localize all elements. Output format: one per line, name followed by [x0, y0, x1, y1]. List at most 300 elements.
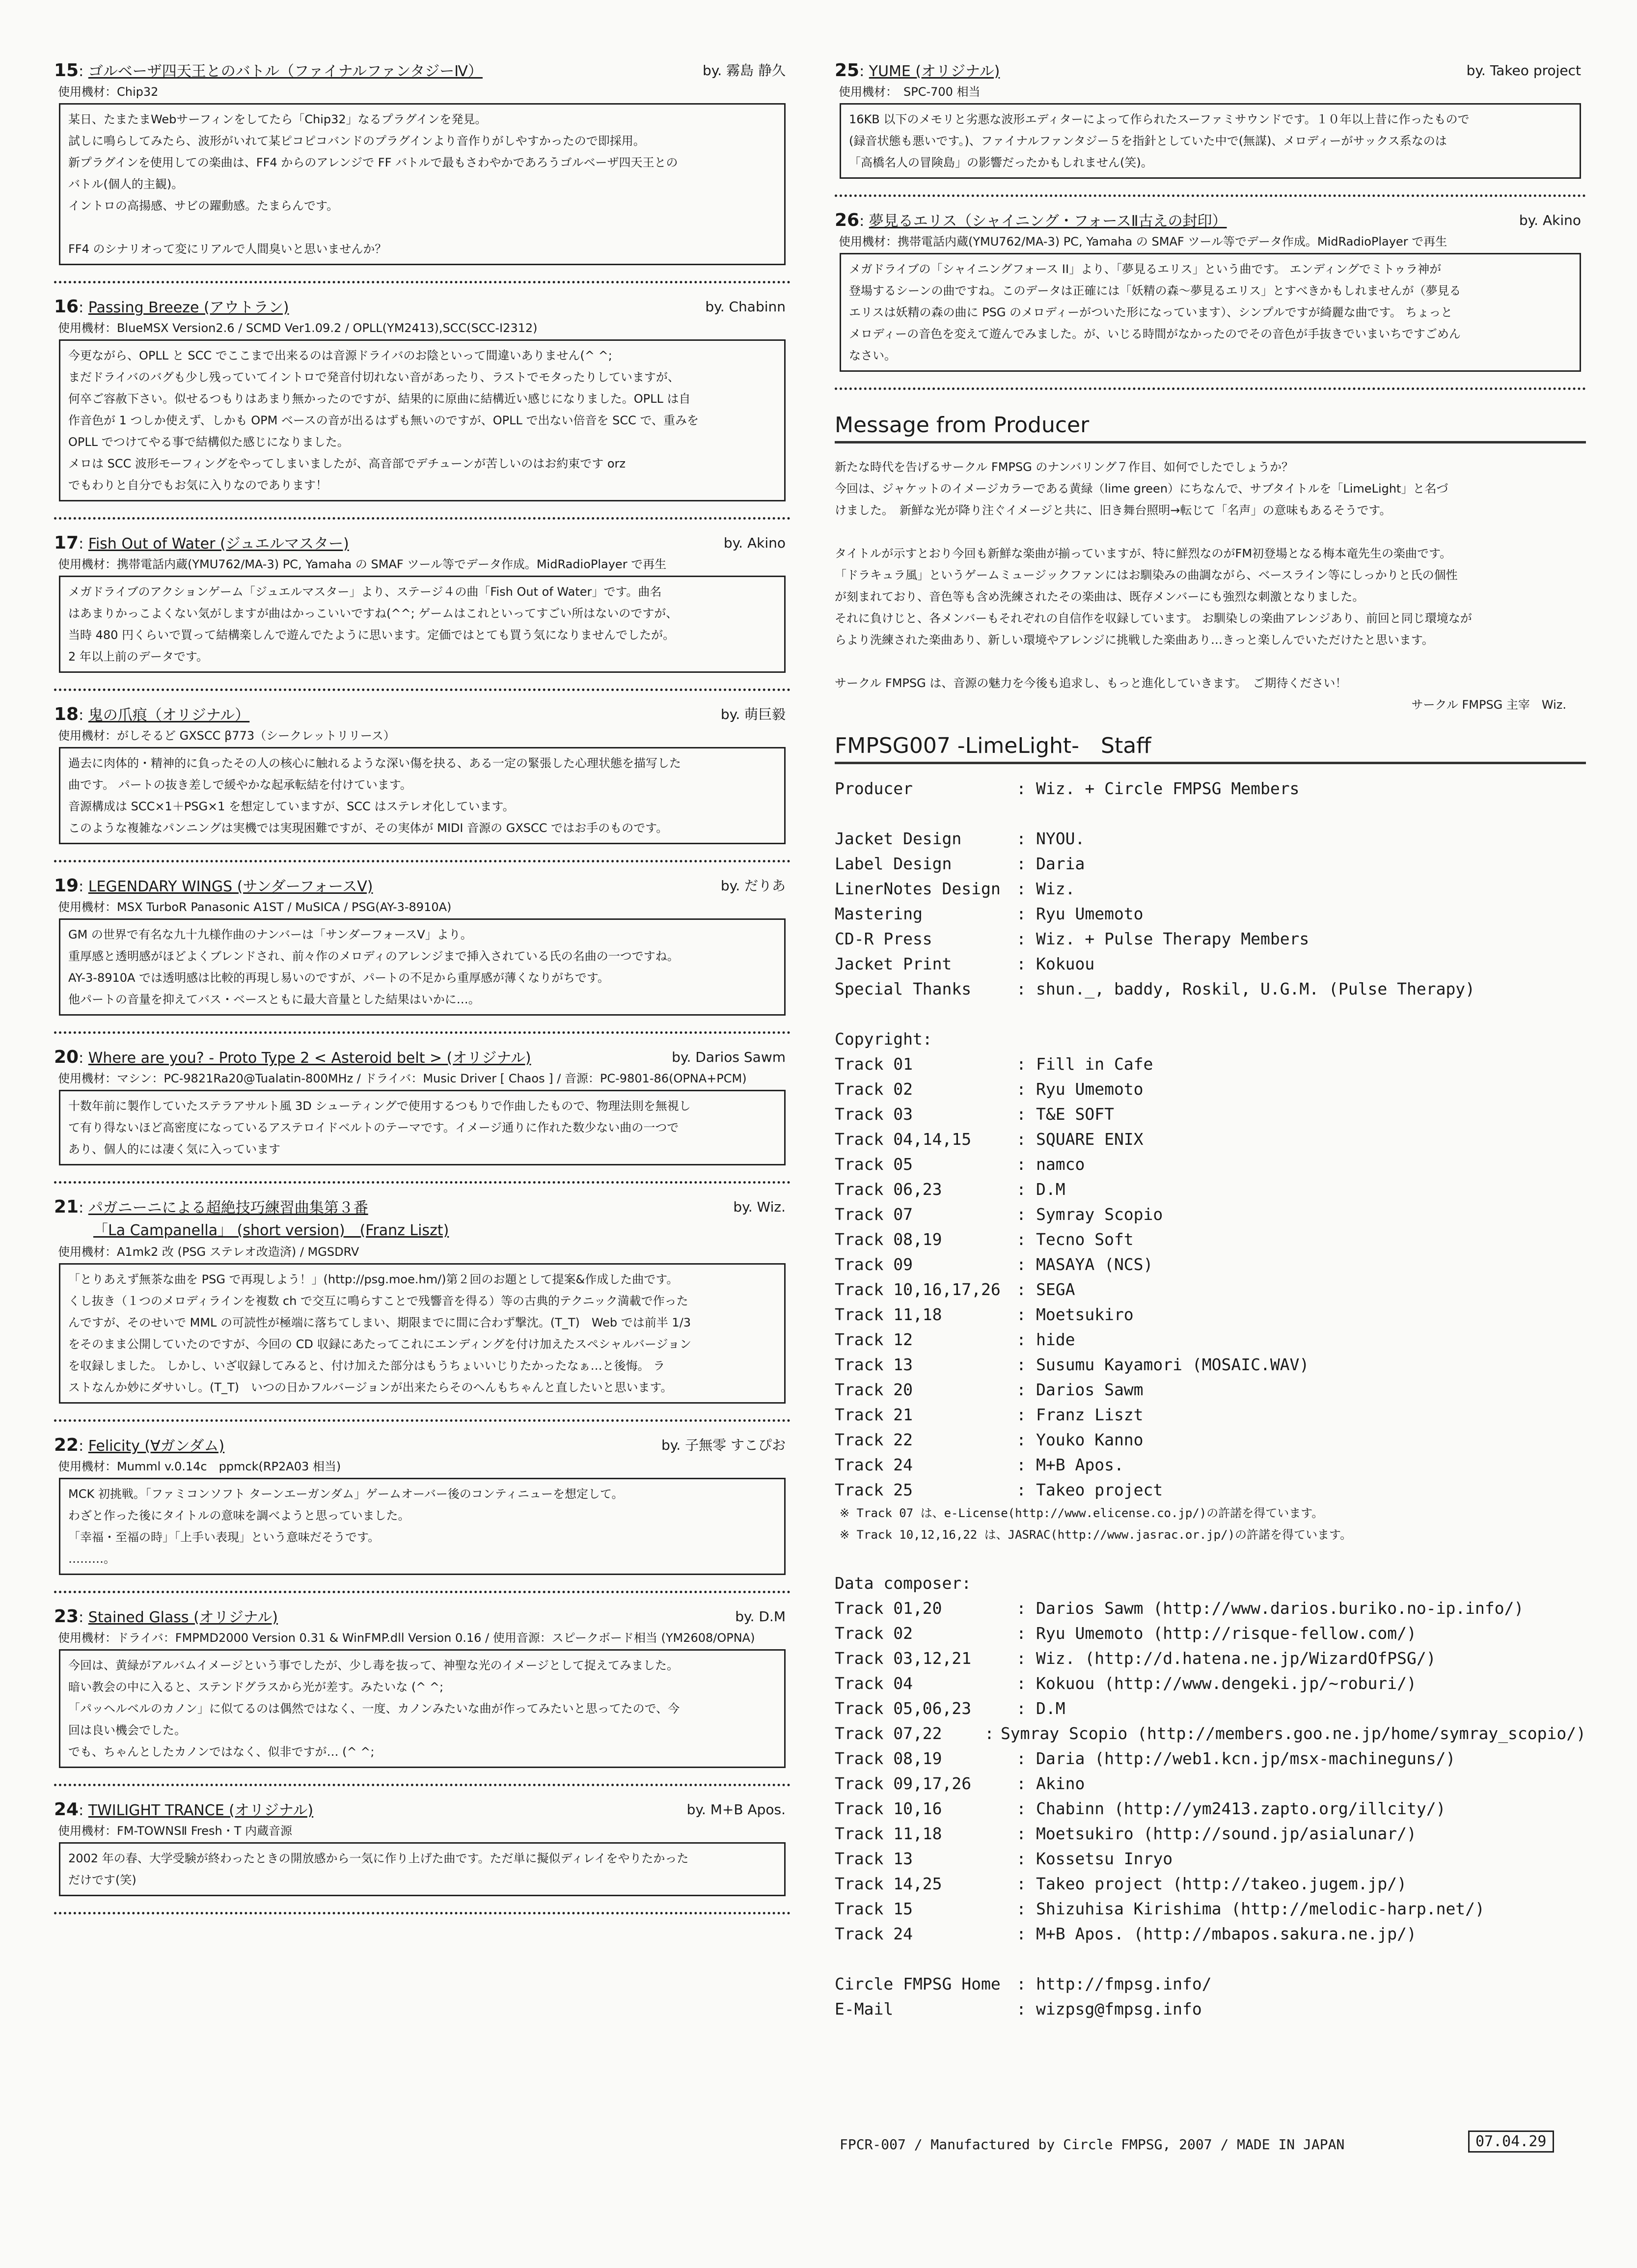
colon: :	[1016, 829, 1026, 848]
contact-row	[835, 1971, 1586, 1996]
track-arranger: by. Darios Sawm	[672, 1049, 786, 1065]
track-equipment: 使用機材：Mumml v.0.14c ppmck(RP2A03 相当)	[58, 1460, 341, 1473]
copyright-row	[835, 1277, 1586, 1302]
copyright-row	[835, 1477, 1586, 1502]
copyright-value: Symray Scopio	[1036, 1205, 1163, 1224]
composer-label: Track 05,06,23	[835, 1699, 972, 1718]
spacer	[835, 1546, 1586, 1571]
comment-line: 某日、たまたまWebサーフィンをしてたら「Chip32」なるプラグインを発見。	[68, 112, 487, 126]
track-equipment: 使用機材：マシン：PC-9821Ra20@Tualatin-800MHz / ドライバ：Music Driver [ Chaos ] / 音源：PC-9801-86(OPNA+PCM)	[58, 1072, 747, 1085]
comment-line: 16KB 以下のメモリと劣悪な波形エディターによって作られたスーファミサウンドです。１０年以上昔に作ったもので	[849, 112, 1470, 126]
colon: :	[1016, 854, 1026, 873]
comment-line: MCK 初挑戦。「ファミコンソフト ターンエーガンダム」ゲームオーバー後のコンティニューを想定して。	[68, 1487, 624, 1501]
right-track-notes	[835, 59, 1586, 390]
track-title-row	[54, 703, 791, 726]
comment-line: 何卒ご容赦下さい。似せるつもりはあまり無かったのですが、結果的に原曲に結構近い感じになりました。OPLL は自	[68, 392, 691, 406]
colon: :	[1016, 954, 1026, 973]
colon: :	[1016, 1054, 1026, 1074]
dotted-separator	[54, 1912, 791, 1914]
track-equipment: 使用機材：携帯電話内蔵(YMU762/MA-3) PC, Yamaha の SMAF ツール等でデータ作成。MidRadioPlayer で再生	[839, 235, 1447, 249]
composer-row	[835, 1921, 1586, 1946]
track-title: パガニーニによる超絶技巧練習曲集第３番	[88, 1199, 368, 1217]
colon: :	[1016, 1405, 1026, 1424]
track-arranger: by. M+B Apos.	[686, 1801, 786, 1818]
message-line	[835, 651, 1586, 672]
track-number: 15	[54, 60, 79, 81]
copyright-label: Track 06,23	[835, 1180, 942, 1199]
track-equipment: 使用機材：がしそるど GXSCC β773（シークレットリリース）	[58, 729, 395, 743]
track-equipment: 使用機材： SPC-700 相当	[839, 85, 981, 99]
track-arranger: by. Wiz.	[733, 1199, 786, 1215]
colon: :	[1016, 929, 1026, 948]
dotted-separator	[54, 860, 791, 862]
comment-line: て有り得ないほど高密度になっているアステロイドベルトのテーマです。イメージ通りに作れた数少ない曲の一つで	[68, 1121, 679, 1134]
staff-row	[835, 951, 1586, 976]
comment-line: メガドライブの「シャイニングフォース II」より、「夢見るエリス」という曲です。 エンディングでミトゥラ神が	[849, 262, 1442, 276]
track-comment-box	[840, 253, 1581, 372]
copyright-label: Track 03	[835, 1105, 913, 1124]
comment-line: エリスは妖精の森の曲に PSG のメロディーがついた形になっています）、シンプルですが綺麗な曲です。 ちょっと	[849, 305, 1453, 319]
colon: :	[1016, 1180, 1026, 1199]
comment-line: くし抜き（１つのメロディラインを複数 ch で交互に鳴らすことで残響音を得る）等の古典的テクニック満載で作った	[68, 1294, 688, 1308]
copyright-label: Track 09	[835, 1255, 913, 1274]
comment-line: 新プラグインを使用しての楽曲は、FF4 からのアレンジで FF バトルで最もさわやかであろうゴルベーザ四天王との	[68, 156, 678, 169]
license-note: ※ Track 07 は、e-License(http://www.elicense.co.jp/)の許諾を得ています。	[840, 1506, 1324, 1520]
comment-line: でも、ちゃんとしたカノンではなく、似非ですが… (^ ^;	[68, 1745, 375, 1759]
comment-line: んですが、そのせいで MML の可読性が極端に落ちてしまい、期限までに間に合わず撃沈。(T_T) Web では前半 1/3	[68, 1316, 691, 1329]
copyright-label: Track 08,19	[835, 1230, 942, 1249]
staff-row	[835, 926, 1586, 951]
colon: :	[1016, 779, 1026, 798]
colon: :	[1016, 879, 1026, 898]
track-title: Felicity (∀ガンダム)	[88, 1438, 225, 1455]
track-entry-21	[54, 1195, 791, 1404]
track-number-colon: :	[79, 1438, 88, 1455]
comment-line: 他パートの音量を抑えてバス・ベースともに最大音量とした結果はいかに…。	[68, 993, 480, 1006]
track-number-colon: :	[79, 1199, 88, 1217]
track-title: 鬼の爪痕（オリジナル）	[88, 707, 250, 724]
composer-label: Track 24	[835, 1924, 913, 1943]
track-arranger: by. だりあ	[720, 878, 786, 894]
composer-label: Track 14,25	[835, 1874, 942, 1893]
dotted-separator	[54, 281, 791, 283]
track-arranger: by. D.M	[735, 1608, 786, 1625]
composer-value: Daria (http://web1.kcn.jp/msx-machineguns/)	[1036, 1749, 1456, 1768]
composer-row	[835, 1696, 1586, 1721]
track-title: TWILIGHT TRANCE (オリジナル)	[88, 1802, 314, 1819]
composer-label: Track 15	[835, 1899, 913, 1918]
copyright-label: Track 05	[835, 1155, 913, 1174]
copyright-label: Track 25	[835, 1480, 913, 1499]
track-number-colon: :	[79, 535, 88, 553]
comment-line: GM の世界で有名な九十九様作曲のナンバーは「サンダーフォースV」より。	[68, 928, 472, 941]
track-number: 23	[54, 1606, 79, 1627]
colon: :	[1016, 1749, 1026, 1768]
track-number: 22	[54, 1435, 79, 1455]
copyright-row	[835, 1452, 1586, 1477]
copyright-row	[835, 1177, 1586, 1202]
composer-label: Track 03,12,21	[835, 1649, 972, 1668]
track-equipment: 使用機材：A1mk2 改 (PSG ステレオ改造済) / MGSDRV	[58, 1245, 359, 1259]
release-date-box: 07.04.29	[1468, 2130, 1554, 2153]
message-line	[835, 521, 1586, 543]
colon: :	[1016, 1599, 1026, 1618]
spacer	[835, 1946, 1586, 1971]
track-title-row	[54, 531, 791, 555]
staff-heading: FMPSG007 -LimeLight- Staff	[835, 730, 1586, 764]
colon: :	[1016, 1849, 1026, 1868]
track-arranger: by. 萌巨毅	[720, 706, 786, 722]
track-title: Passing Breeze (アウトラン)	[88, 299, 289, 316]
staff-value: NYOU.	[1036, 829, 1085, 848]
track-entry-26	[835, 209, 1586, 372]
comment-line: バトル(個人的主観)。	[68, 177, 184, 191]
copyright-row	[835, 1327, 1586, 1352]
copyright-value: T&E SOFT	[1036, 1105, 1114, 1124]
copyright-value: Susumu Kayamori (MOSAIC.WAV)	[1036, 1355, 1310, 1374]
comment-line: AY-3-8910A では透明感は比較的再現し易いのですが、パートの不足から重厚感が薄くなりがちです。	[68, 971, 609, 985]
comment-line: ストなんか妙にダサいし。(T_T) いつの日かフルバージョンが出来たらそのへんもちゃんと直したいと思います。	[68, 1381, 673, 1394]
staff-row	[835, 976, 1586, 1001]
colon: :	[1016, 1330, 1026, 1349]
composer-value: Takeo project (http://takeo.jugem.jp/)	[1036, 1874, 1407, 1893]
contact-value: wizpsg@fmpsg.info	[1036, 1999, 1202, 2019]
dotted-separator	[54, 1784, 791, 1786]
copyright-label: Track 02	[835, 1079, 913, 1099]
comment-line: 当時 480 円くらいで買って結構楽しんで遊んでたように思います。定価ではとても買う気になりませんでしたが。	[68, 628, 675, 642]
copyright-value: Takeo project	[1036, 1480, 1163, 1499]
composer-row	[835, 1621, 1586, 1646]
copyright-row	[835, 1077, 1586, 1102]
message-line: が刻まれており、音色等も含め洗練されたその楽曲は、既存メンバーにも強烈な刺激となりました。	[835, 590, 1364, 604]
staff-label: Mastering	[835, 904, 923, 923]
staff-section	[835, 730, 1586, 2021]
composer-row	[835, 1896, 1586, 1921]
copyright-value: Fill in Cafe	[1036, 1054, 1153, 1074]
track-equipment: 使用機材：携帯電話内蔵(YMU762/MA-3) PC, Yamaha の SMAF ツール等でデータ作成。MidRadioPlayer で再生	[58, 557, 667, 571]
track-comment-box	[59, 1263, 786, 1404]
track-arranger: by. Akino	[723, 535, 786, 551]
track-number: 17	[54, 533, 79, 553]
track-number-colon: :	[79, 1802, 88, 1819]
composer-row	[835, 1846, 1586, 1871]
track-title-row	[54, 874, 791, 898]
copyright-label: Track 11,18	[835, 1305, 942, 1324]
composer-value: M+B Apos. (http://mbapos.sakura.ne.jp/)	[1036, 1924, 1417, 1943]
track-comment-box	[59, 1478, 786, 1575]
composer-row	[835, 1746, 1586, 1771]
track-arranger: by. Chabinn	[705, 299, 786, 315]
copyright-row	[835, 1302, 1586, 1327]
track-entry-22	[54, 1434, 791, 1575]
composer-row	[835, 1871, 1586, 1896]
copyright-label: Track 13	[835, 1355, 913, 1374]
track-title: Fish Out of Water (ジュエルマスター)	[88, 535, 349, 553]
comment-line: 登場するシーンの曲ですね。このデータは正確には「妖精の森～夢見るエリス」とすべきかもしれませんが（夢見る	[849, 284, 1461, 298]
composer-label: Track 04	[835, 1674, 913, 1693]
contact-label: Circle FMPSG Home	[835, 1974, 1001, 1993]
staff-value: Ryu Umemoto	[1036, 904, 1144, 923]
colon: :	[1016, 1999, 1026, 2019]
colon: :	[984, 1724, 994, 1743]
comment-line: を収録しました。 しかし、いざ収録してみると、付け加えた部分はもうちょいいじりたかったなぁ…と後悔。 ラ	[68, 1359, 665, 1373]
track-number: 24	[54, 1799, 79, 1820]
dotted-separator	[54, 1031, 791, 1034]
colon: :	[1016, 1874, 1026, 1893]
copyright-value: Darios Sawm	[1036, 1380, 1144, 1399]
composer-value: Akino	[1036, 1774, 1085, 1793]
track-title-row	[54, 1434, 791, 1457]
track-title: 夢見るエリス（シャイニング・フォースⅡ古えの封印）	[869, 213, 1227, 230]
comment-line: メロディーの音色を変えて遊んでみました。が、いじる時間がなかったのでその音色が手抜きでいまいちですごめん	[849, 327, 1461, 341]
composer-row	[835, 1596, 1586, 1621]
colon: :	[1016, 1899, 1026, 1918]
copyright-label: Track 20	[835, 1380, 913, 1399]
composer-value: Kossetsu Inryo	[1036, 1849, 1173, 1868]
track-arranger: by. Takeo project	[1466, 62, 1581, 79]
track-comment-box	[59, 103, 786, 265]
track-arranger: by. 霧島 静久	[702, 62, 786, 79]
track-number-colon: :	[79, 1050, 88, 1067]
dotted-separator	[54, 1419, 791, 1422]
copyright-label: Track 12	[835, 1330, 913, 1349]
dotted-separator	[54, 689, 791, 691]
staff-label: Jacket Design	[835, 829, 962, 848]
track-entry-20	[54, 1046, 791, 1165]
track-arranger: by. 子無零 すこぴお	[661, 1437, 786, 1453]
track-number-colon: :	[859, 213, 869, 230]
left-column	[54, 59, 791, 1926]
comment-line: 十数年前に製作していたステラアサルト風 3D シューティングで使用するつもりで作曲したもので、物理法則を無視し	[68, 1099, 691, 1113]
comment-line	[68, 217, 776, 238]
track-entry-18	[54, 703, 791, 844]
comment-line: 今回は、黄緑がアルバムイメージという事でしたが、少し毒を抜って、神聖な光のイメージとして捉えてみました。	[68, 1659, 679, 1672]
comment-line: まだドライバのバグも少し残っていてイントロで発音付切れない音があったり、ラストでモタったりしていますが、	[68, 370, 680, 384]
composer-row	[835, 1721, 1586, 1746]
comment-line: だけです(笑)	[68, 1873, 136, 1887]
track-comment-box	[59, 339, 786, 501]
producer-message-body	[835, 456, 1586, 694]
staff-value: Wiz. + Pulse Therapy Members	[1036, 929, 1310, 948]
colon: :	[1016, 1974, 1026, 1993]
copyright-label: Track 10,16,17,26	[835, 1280, 1001, 1299]
colon: :	[1016, 1455, 1026, 1474]
copyright-row	[835, 1377, 1586, 1402]
track-equipment: 使用機材：ドライバ：FMPMD2000 Version 0.31 & WinFMP.dll Version 0.16 / 使用音源：スピークボード相当 (YM2608/OPNA)	[58, 1631, 755, 1645]
comment-line: でもわりと自分でもお気に入りなのであります！	[68, 478, 327, 492]
track-comment-box	[59, 918, 786, 1016]
comment-line: 「高橋名人の冒険島」の影響だったかもしれません(笑)。	[849, 156, 1153, 169]
colon: :	[1016, 1280, 1026, 1299]
track-comment-box	[59, 747, 786, 844]
colon: :	[1016, 1480, 1026, 1499]
colon: :	[1016, 1105, 1026, 1124]
staff-label: LinerNotes Design	[835, 879, 1001, 898]
composer-value: Chabinn (http://ym2413.zapto.org/illcity/)	[1036, 1799, 1446, 1818]
track-number: 26	[835, 210, 860, 230]
colon: :	[1016, 1799, 1026, 1818]
comment-line: なさい。	[849, 349, 896, 362]
staff-row	[835, 901, 1586, 926]
copyright-row	[835, 1152, 1586, 1177]
colon: :	[1016, 1824, 1026, 1843]
track-number: 20	[54, 1047, 79, 1067]
comment-line: 回は良い機会でした。	[68, 1723, 186, 1737]
track-number: 18	[54, 704, 79, 724]
comment-line: OPLL でつけてやる事で結構似た感じになりました。	[68, 435, 349, 449]
track-number: 19	[54, 876, 79, 896]
colon: :	[1016, 1649, 1026, 1668]
track-title: Stained Glass (オリジナル)	[88, 1609, 278, 1626]
comment-line: メロは SCC 波形モーフィングをやってしまいましたが、高音部でデチューンが苦しいのはお約束です orz	[68, 457, 626, 470]
contact-label: E-Mail	[835, 1999, 894, 2019]
copyright-value: SQUARE ENIX	[1036, 1130, 1144, 1149]
comment-line: 試しに鳴らしてみたら、波形がいれて某ピコピコバンドのプラグインより音作りがしやすかったので即採用。	[68, 134, 645, 148]
track-comment-box	[59, 1090, 786, 1165]
track-title-row	[54, 1605, 791, 1629]
track-title-row	[54, 1195, 791, 1219]
comment-line: このような複雑なパンニングは実機では実現困難ですが、その実体が MIDI 音源の GXSCC ではお手のものです。	[68, 821, 668, 835]
staff-row	[835, 876, 1586, 901]
copyright-row	[835, 1127, 1586, 1152]
colon: :	[1016, 1674, 1026, 1693]
composer-label: Track 02	[835, 1624, 913, 1643]
composer-row	[835, 1796, 1586, 1821]
staff-label: Jacket Print	[835, 954, 952, 973]
colon: :	[1016, 1430, 1026, 1449]
copyright-label: Track 22	[835, 1430, 913, 1449]
composer-label: Track 11,18	[835, 1824, 942, 1843]
comment-line: ………。	[68, 1552, 115, 1566]
track-number-colon: :	[79, 63, 88, 80]
composer-label: Track 08,19	[835, 1749, 942, 1768]
track-title-row	[835, 209, 1586, 232]
comment-line: メガドライブのアクションゲーム「ジュエルマスター」より、ステージ４の曲「Fish Out of Water」です。曲名	[68, 585, 662, 599]
staff-label: Label Design	[835, 854, 952, 873]
track-equipment: 使用機材：BlueMSX Version2.6 / SCMD Ver1.09.2 / OPLL(YM2413),SCC(SCC-I2312)	[58, 321, 538, 335]
right-column	[835, 59, 1586, 2021]
colon: :	[1016, 1380, 1026, 1399]
colon: :	[1016, 1924, 1026, 1943]
message-line: タイトルが示すとおり今回も新鮮な楽曲が揃っていますが、特に鮮烈なのがFM初登場となる梅本竜先生の楽曲です。	[835, 547, 1452, 560]
track-title-row	[54, 295, 791, 319]
copyright-row	[835, 1252, 1586, 1277]
staff-value: Kokuou	[1036, 954, 1095, 973]
producer-message	[835, 410, 1586, 716]
track-title-row	[54, 59, 791, 83]
composer-value: Ryu Umemoto (http://risque-fellow.com/)	[1036, 1624, 1417, 1643]
dotted-separator	[54, 1181, 791, 1184]
colon: :	[1016, 1079, 1026, 1099]
comment-line: 作音色が 1 つしか使えず、しかも OPM ベースの音が出るはずも無いのですが、OPLL で出ない倍音を SCC で、重みを	[68, 414, 699, 427]
copyright-row	[835, 1402, 1586, 1427]
copyright-row	[835, 1202, 1586, 1227]
copyright-value: Ryu Umemoto	[1036, 1079, 1144, 1099]
copyright-value: namco	[1036, 1155, 1085, 1174]
composer-value: Kokuou (http://www.dengeki.jp/~roburi/)	[1036, 1674, 1417, 1693]
staff-value: shun._, baddy, Roskil, U.G.M. (Pulse Therapy)	[1036, 979, 1475, 998]
comment-line: 「パッヘルベルのカノン」に似てるのは偶然ではなく、一度、カノンみたいな曲が作ってみたいと思ってたので、今	[68, 1702, 680, 1715]
track-entry-16	[54, 295, 791, 501]
staff-value: Daria	[1036, 854, 1085, 873]
composer-value: D.M	[1036, 1699, 1065, 1718]
comment-line: 音源構成は SCC×1＋PSG×1 を想定していますが、SCC はステレオ化しています。	[68, 800, 515, 813]
colon: :	[1016, 1624, 1026, 1643]
composer-value: Wiz. (http://d.hatena.ne.jp/WizardOfPSG/)	[1036, 1649, 1436, 1668]
copyright-value: Youko Kanno	[1036, 1430, 1144, 1449]
composer-label: Track 01,20	[835, 1599, 942, 1618]
track-number-colon: :	[79, 299, 88, 316]
staff-label: Special Thanks	[835, 979, 972, 998]
copyright-value: Franz Liszt	[1036, 1405, 1144, 1424]
comment-line: あり、個人的には凄く気に入っています	[68, 1142, 280, 1156]
composer-label: Track 10,16	[835, 1799, 942, 1818]
comment-line: 2002 年の春、大学受験が終わったときの開放感から一気に作り上げた曲です。ただ単に擬似ディレイをやりたかった	[68, 1852, 689, 1865]
comment-line: 重厚感と透明感がほどよくブレンドされ、前々作のメロディのアレンジまで挿入されている氏の名曲の一つですね。	[68, 949, 679, 963]
comment-line: 過去に肉体的・精神的に負ったその人の核心に触れるような深い傷を抉る、ある一定の緊張した心理状態を描写した	[68, 756, 681, 770]
contact-row	[835, 1996, 1586, 2021]
track-title-row-2	[54, 1219, 791, 1243]
track-number: 25	[835, 60, 860, 81]
comment-line: イントロの高揚感、サビの躍動感。たまらんです。	[68, 199, 339, 213]
copyright-value: M+B Apos.	[1036, 1455, 1124, 1474]
track-equipment: 使用機材：MSX TurboR Panasonic A1ST / MuSICA / PSG(AY-3-8910A)	[58, 900, 452, 914]
copyright-value: hide	[1036, 1330, 1075, 1349]
copyright-row	[835, 1051, 1586, 1077]
copyright-value: Moetsukiro	[1036, 1305, 1134, 1324]
footer-credit: FPCR-007 / Manufactured by Circle FMPSG, 2007 / MADE IN JAPAN	[840, 2136, 1345, 2153]
track-comment-box	[59, 1842, 786, 1896]
message-line: 「ドラキュラ風」というゲームミュージックファンにはお馴染みの曲調ながら、ベースライン等にしっかりと氏の個性	[835, 568, 1458, 582]
message-line: けました。 新鮮な光が降り注ぐイメージと共に、旧き舞台照明→転じて「名声」の意味もあるそうです。	[835, 503, 1391, 517]
track-entry-23	[54, 1605, 791, 1768]
staff-row	[835, 826, 1586, 851]
composer-label: Track 09,17,26	[835, 1774, 972, 1793]
comment-line: 「とりあえず無茶な曲を PSG で再現しよう！」(http://psg.moe.hm/)第２回のお題として提案&作成した曲です。	[68, 1272, 679, 1286]
staff-label: Producer	[835, 779, 913, 798]
composer-value: Darios Sawm (http://www.darios.buriko.no-ip.info/)	[1036, 1599, 1524, 1618]
track-title-row	[54, 1046, 791, 1069]
spacer	[835, 801, 1586, 826]
colon: :	[1016, 1205, 1026, 1224]
composer-row	[835, 1771, 1586, 1796]
contact-value: http://fmpsg.info/	[1036, 1974, 1212, 1993]
track-number-colon: :	[79, 707, 88, 724]
colon: :	[1016, 1230, 1026, 1249]
colon: :	[1016, 979, 1026, 998]
comment-line: 暗い教会の中に入ると、ステンドグラスから光が差す。みたいな (^ ^;	[68, 1680, 444, 1694]
track-title: ゴルベーザ四天王とのバトル（ファイナルファンタジーⅣ）	[88, 63, 483, 80]
composer-row	[835, 1646, 1586, 1671]
composer-label: Track 13	[835, 1849, 913, 1868]
colon: :	[1016, 1774, 1026, 1793]
comment-line: 2 年以上前のデータです。	[68, 650, 208, 664]
track-equipment: 使用機材：FM-TOWNSⅡ Fresh・T 内蔵音源	[58, 1824, 293, 1838]
track-title: YUME (オリジナル)	[869, 63, 1000, 80]
colon: :	[1016, 1255, 1026, 1274]
dotted-separator	[835, 387, 1586, 390]
copyright-row	[835, 1227, 1586, 1252]
copyright-value: Tecno Soft	[1036, 1230, 1134, 1249]
colon: :	[1016, 1305, 1026, 1324]
colon: :	[1016, 1355, 1026, 1374]
message-line: 今回は、ジャケットのイメージカラーである黄緑（lime green）にちなんで、サブタイトルを「LimeLight」と名づ	[835, 482, 1448, 496]
staff-label: CD-R Press	[835, 929, 932, 948]
comment-line: をそのまま公開していたのですが、今回の CD 収録にあたってこれにエンディングを付け加えたスペシャルバージョン	[68, 1337, 691, 1351]
composer-row	[835, 1821, 1586, 1846]
composer-value: Symray Scopio (http://members.goo.ne.jp/home/symray_scopio/)	[1000, 1724, 1586, 1743]
comment-line: FF4 のシナリオって変にリアルで人間臭いと思いませんか？	[68, 242, 387, 256]
